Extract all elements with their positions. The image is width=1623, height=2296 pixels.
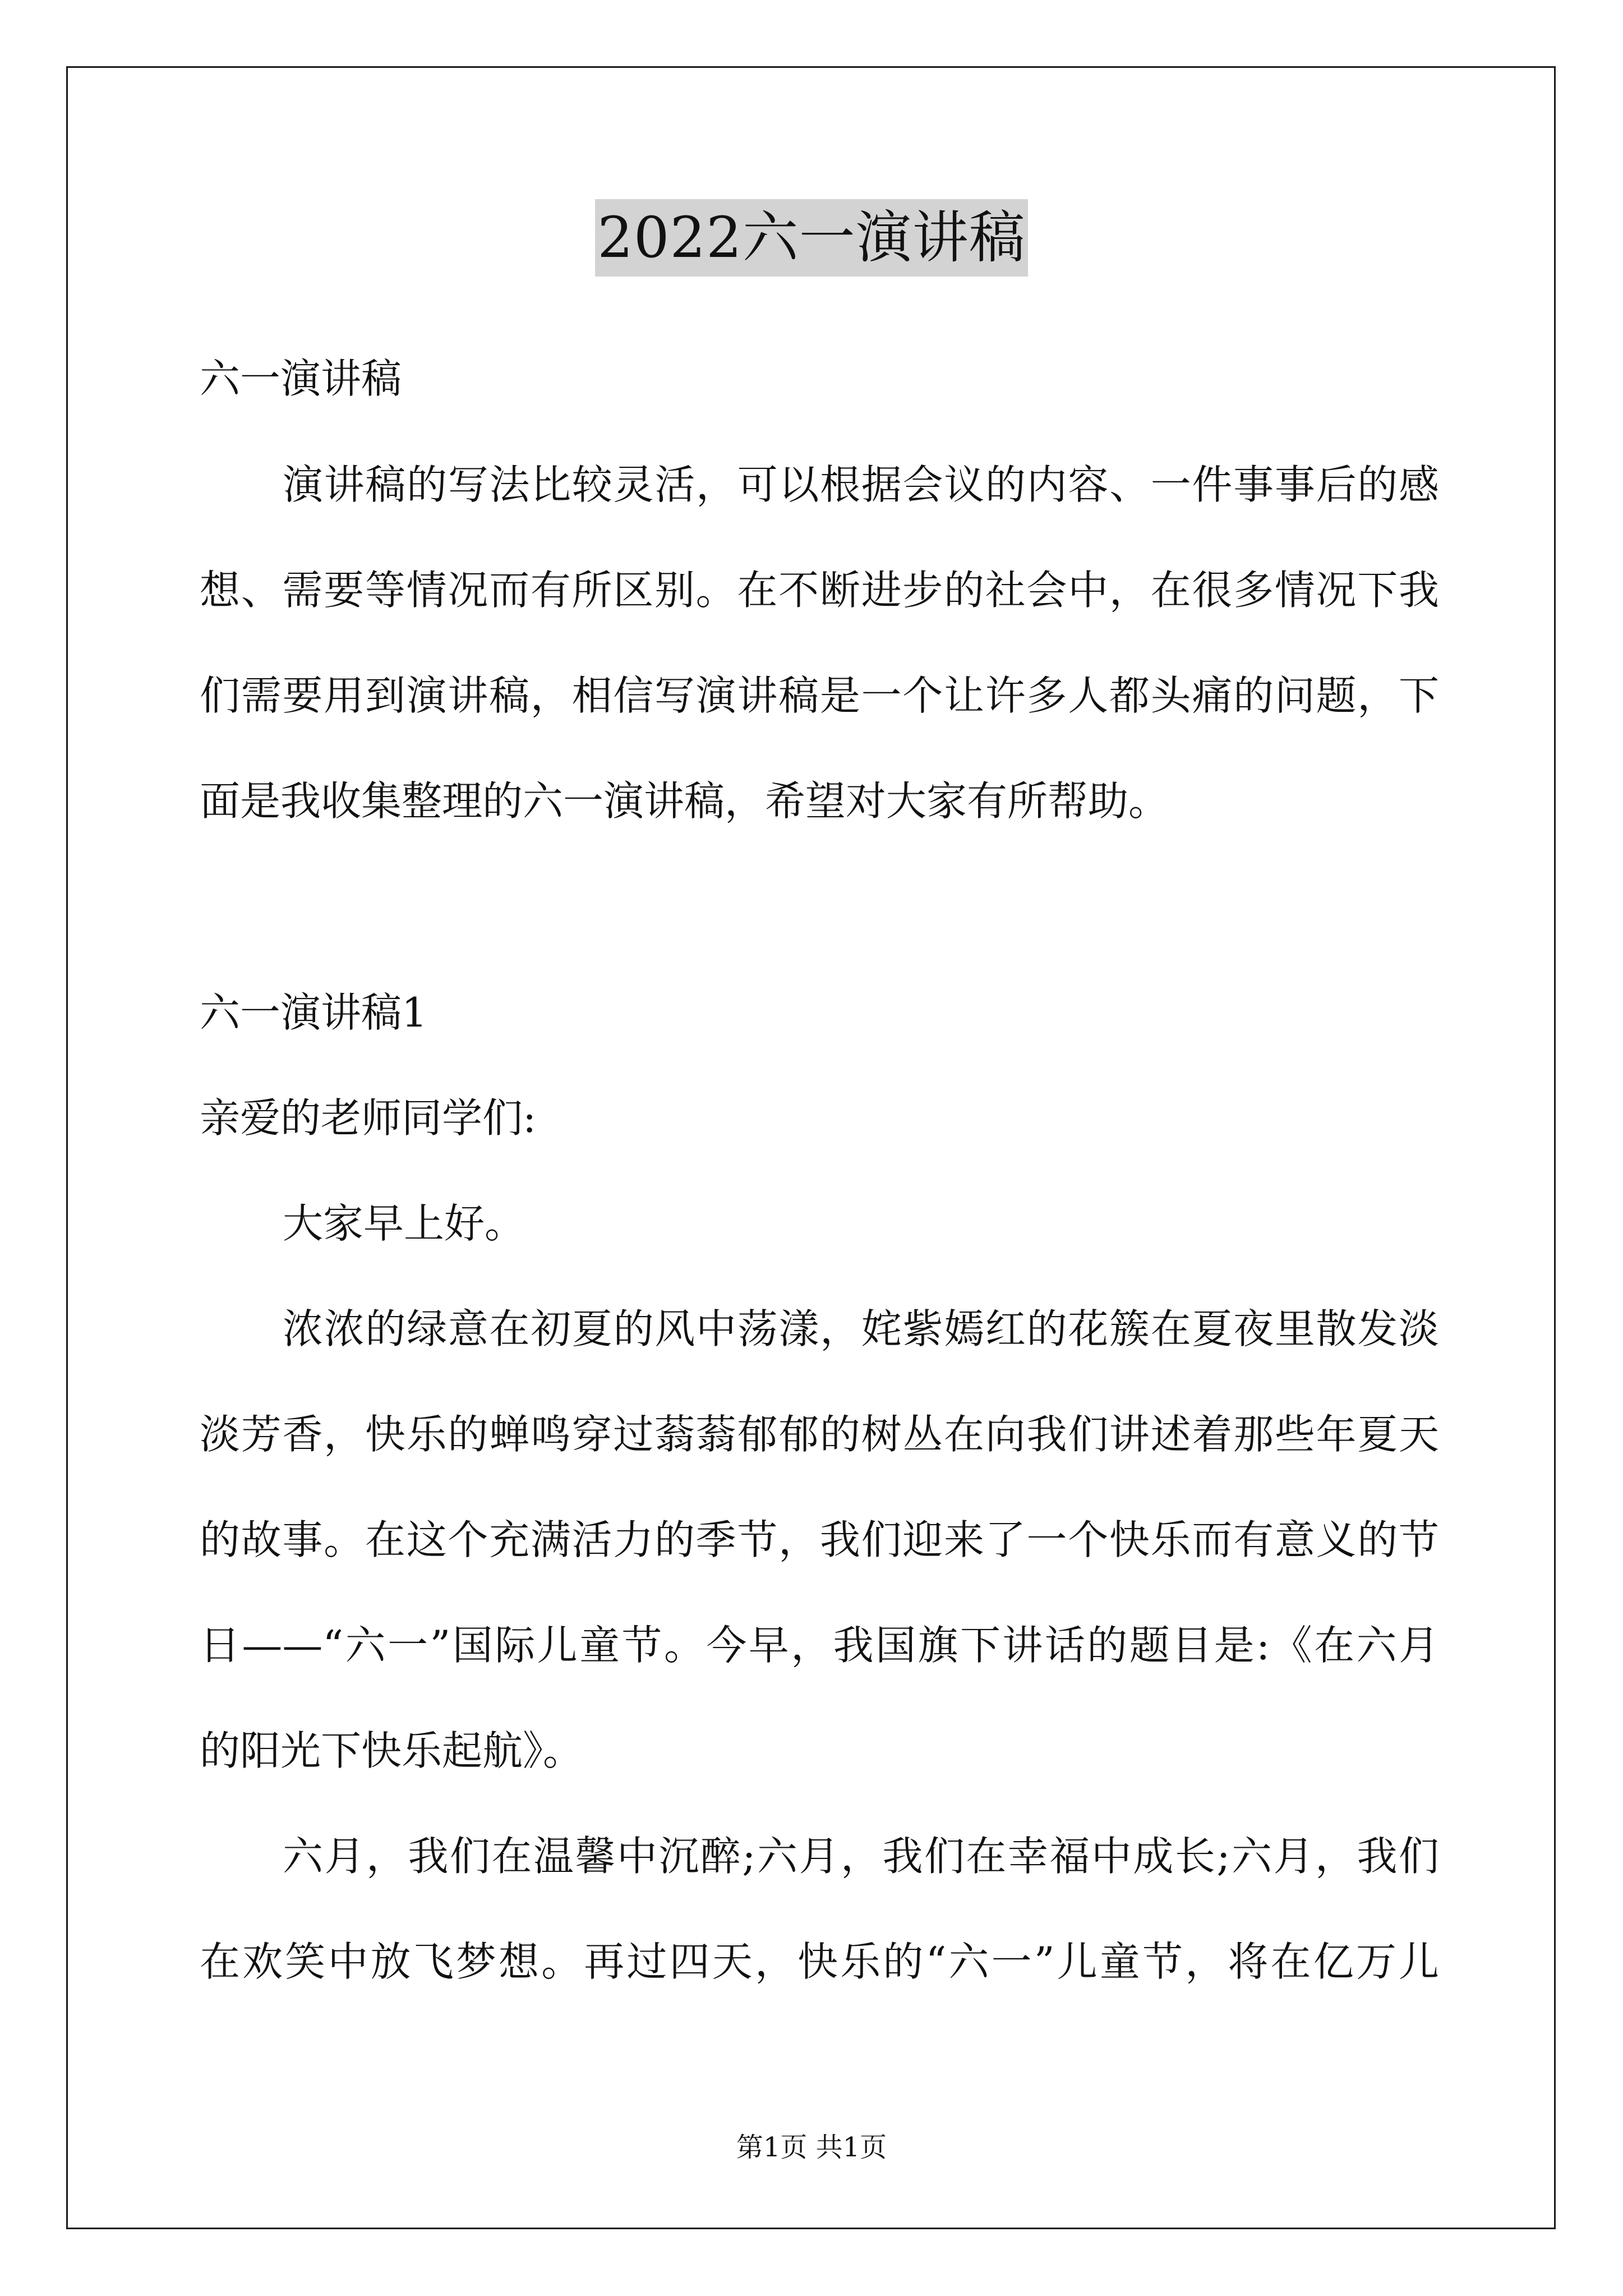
title-container: [0, 199, 1623, 277]
paragraph-line: 淡芳香，快乐的蝉鸣穿过蓊蓊郁郁的树丛在向我们讲述着那些年夏天: [200, 1411, 1439, 1458]
page-footer: 第1页 共1页: [736, 2132, 887, 2163]
paragraph-line: 日——“六一”国际儿童节。今早，我国旗下讲话的题目是:《在六月: [200, 1622, 1439, 1669]
document-title: 2022六一演讲稿: [595, 199, 1028, 277]
paragraph-line: 的阳光下快乐起航》。: [200, 1727, 584, 1774]
section-heading: 六一演讲稿: [200, 355, 402, 402]
paragraph-line: 六月，我们在温馨中沉醉;六月，我们在幸福中成长;六月，我们: [283, 1833, 1439, 1880]
paragraph-line: 面是我收集整理的六一演讲稿，希望对大家有所帮助。: [200, 777, 1169, 825]
paragraph-line: 想、需要等情况而有所区别。在不断进步的社会中，在很多情况下我: [200, 567, 1439, 614]
paragraph-line: 在欢笑中放飞梦想。再过四天，快乐的“六一”儿童节，将在亿万儿: [200, 1938, 1439, 1985]
salutation: 亲爱的老师同学们:: [200, 1094, 537, 1142]
paragraph-line: 们需要用到演讲稿，相信写演讲稿是一个让许多人都头痛的问题，下: [200, 672, 1439, 719]
paragraph-line: 的故事。在这个充满活力的季节，我们迎来了一个快乐而有意义的节: [200, 1516, 1439, 1563]
paragraph-line: 演讲稿的写法比较灵活，可以根据会议的内容、一件事事后的感: [283, 461, 1439, 508]
section-heading: 六一演讲稿1: [200, 989, 427, 1036]
greeting: 大家早上好。: [283, 1200, 525, 1247]
paragraph-line: 浓浓的绿意在初夏的风中荡漾，姹紫嫣红的花簇在夏夜里散发淡: [283, 1305, 1439, 1352]
